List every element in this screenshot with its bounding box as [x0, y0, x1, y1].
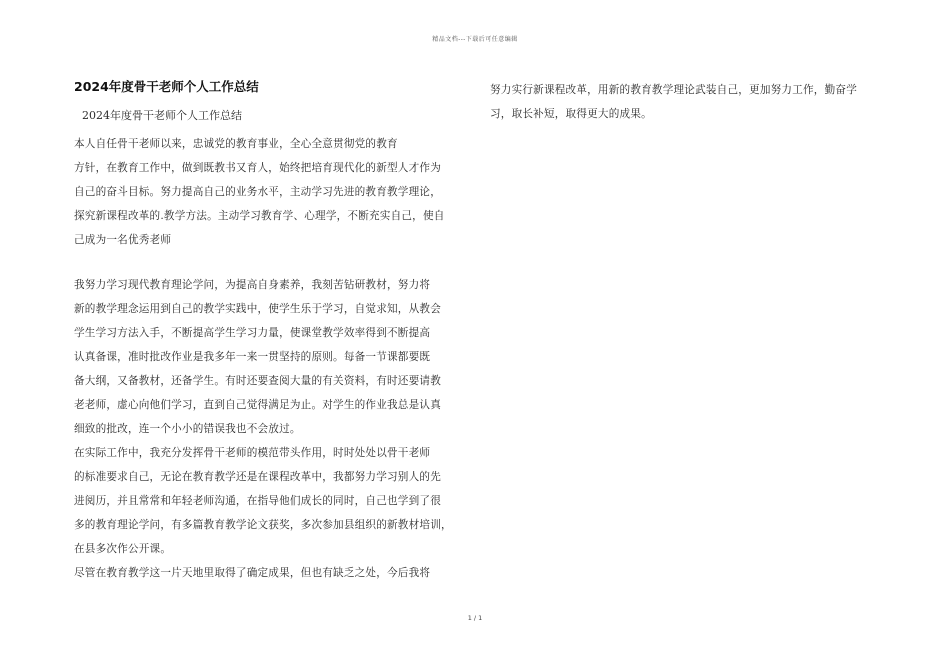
document-title: 2024年度骨干老师个人工作总结: [74, 79, 259, 94]
body-line: 尽管在教育教学这一片天地里取得了确定成果，但也有缺乏之处，今后我将: [74, 567, 431, 579]
body-line: 认真备课，准时批改作业是我多年一来一贯坚持的原则。每备一节课都要既: [74, 351, 431, 363]
body-line: 在实际工作中，我充分发挥骨干老师的模范带头作用，时时处处以骨干老师: [74, 447, 431, 459]
header-note: 精品文档---下载后可任意编辑: [432, 36, 518, 43]
paragraph-gap: [74, 252, 466, 273]
body-line: 老老师，虚心向他们学习，直到自己觉得满足为止。对学生的作业我总是认真: [74, 399, 441, 411]
body-line: 的标准要求自己，无论在教育教学还是在课程改革中，我都努力学习别人的先: [74, 471, 441, 483]
body-line: 习，取长补短，取得更大的成果。: [490, 108, 652, 120]
body-line: 新的教学理念运用到自己的教学实践中，使学生乐于学习，自觉求知，从教会: [74, 303, 441, 315]
body-line: 探究新课程改革的.教学方法。主动学习教育学、心理学，不断充实自己，使自: [74, 210, 445, 222]
body-line: 在县多次作公开课。: [74, 543, 172, 555]
body-line: 自己的奋斗目标。努力提高自己的业务水平，主动学习先进的教育教学理论，: [74, 186, 441, 198]
body-line: 我努力学习现代教育理论学问，为提高自身素养，我刻苦钻研教材，努力将: [74, 279, 431, 291]
body-line: 备大纲，又备教材，还备学生。有时还要查阅大量的有关资料，有时还要请教: [74, 375, 441, 387]
body-line: 方针，在教育工作中，做到既教书又育人，始终把培育现代化的新型人才作为: [74, 162, 441, 174]
left-body: [74, 132, 466, 585]
body-line: 细致的批改，连一个小小的错误我也不会放过。: [74, 423, 301, 435]
body-line: 进阅历，并且常常和年轻老师沟通，在指导他们成长的同时，自己也学到了很: [74, 495, 441, 507]
body-line: 多的教育理论学问，有多篇教育教学论文获奖，多次参加县组织的新教材培训，: [74, 519, 452, 531]
body-line: 己成为一名优秀老师: [74, 234, 172, 246]
body-line: 学生学习方法入手，不断提高学生学习力量，使课堂教学效率得到不断提高: [74, 327, 431, 339]
right-column: [490, 78, 880, 126]
page-number: 1 / 1: [467, 614, 483, 622]
body-line: 本人自任骨干老师以来，忠诚党的教育事业，全心全意贯彻党的教育: [74, 138, 398, 150]
body-line: 努力实行新课程改革，用新的教育教学理论武装自己，更加努力工作，勤奋学: [490, 84, 857, 96]
left-column: [74, 78, 466, 585]
document-subtitle: 2024年度骨干老师个人工作总结: [82, 109, 242, 122]
